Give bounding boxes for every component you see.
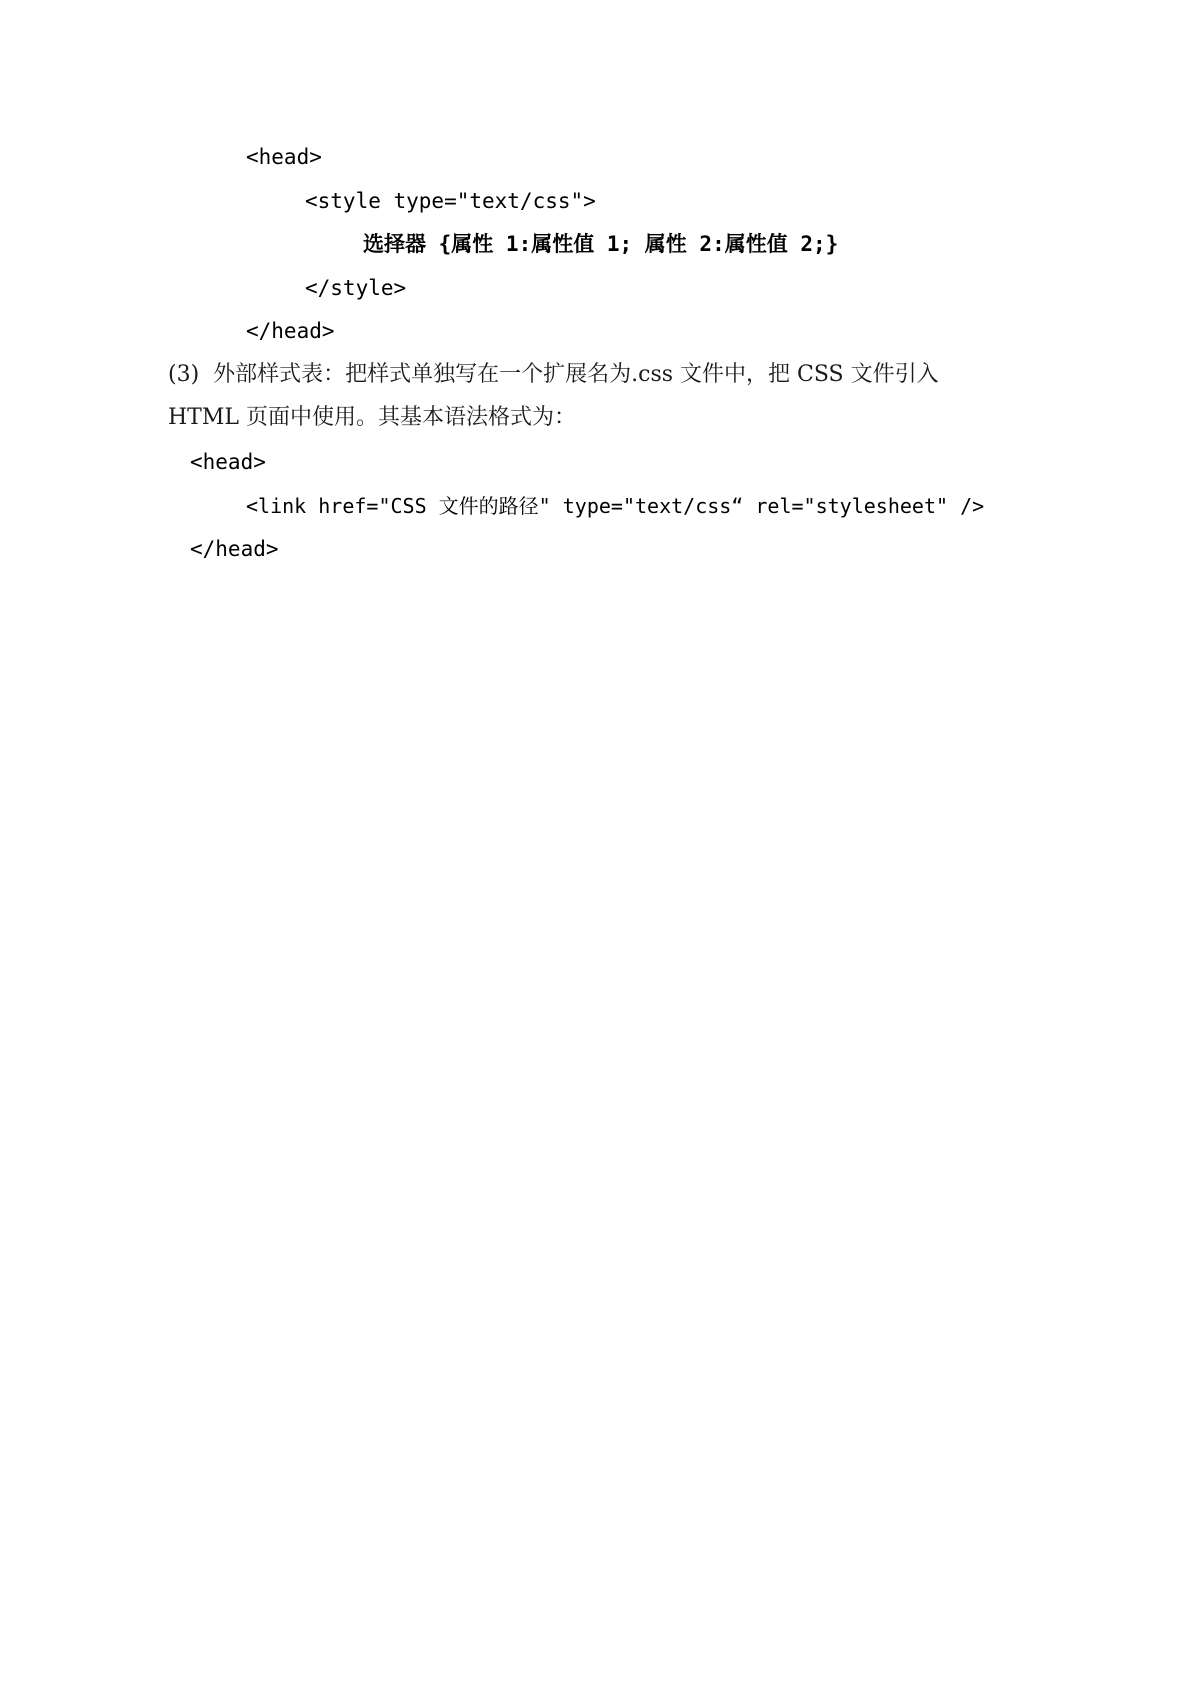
code-line-head-close: </head> bbox=[246, 319, 335, 343]
code-line-css-rule: 选择器 {属性 1:属性值 1; 属性 2:属性值 2;} bbox=[363, 232, 839, 256]
code-line-link-tag: <link href="CSS 文件的路径" type="text/css“ rel="stylesheet" /> bbox=[246, 494, 985, 518]
paragraph-line-2: HTML 页面中使用。其基本语法格式为： bbox=[168, 405, 576, 430]
code-line-style-open: <style type="text/css"> bbox=[305, 189, 596, 213]
paragraph-line-1: (3) 外部样式表：把样式单独写在一个扩展名为.css 文件中，把 CSS 文件引入 bbox=[168, 362, 939, 387]
code-line-style-close: </style> bbox=[305, 276, 407, 300]
code-line-head-open-2: <head> bbox=[190, 450, 266, 474]
code-line-head-open: <head> bbox=[246, 145, 322, 169]
code-line-head-close-2: </head> bbox=[190, 537, 279, 561]
